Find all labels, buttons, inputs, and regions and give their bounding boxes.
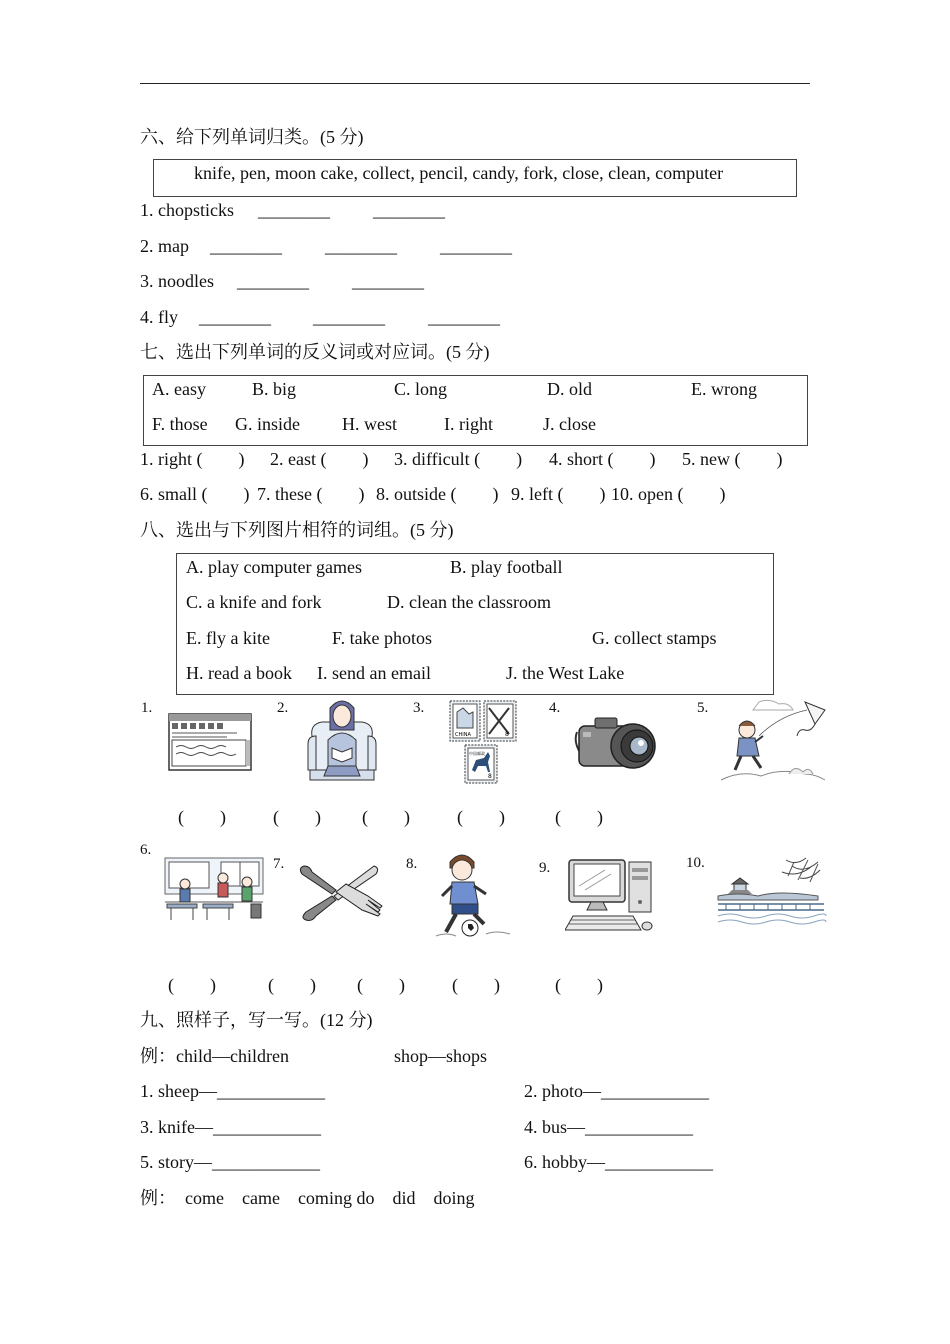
option: G. inside bbox=[235, 414, 300, 434]
question[interactable]: 2. east ( ) bbox=[270, 449, 369, 469]
option: B. play football bbox=[450, 557, 563, 577]
option: I. right bbox=[444, 414, 493, 434]
picture-number: 1. bbox=[141, 700, 153, 716]
option: A. easy bbox=[152, 379, 206, 399]
option: H. read a book bbox=[186, 663, 292, 683]
option: D. clean the classroom bbox=[387, 592, 551, 612]
option: E. wrong bbox=[691, 379, 757, 399]
answer-blank[interactable]: ________ bbox=[199, 307, 271, 327]
plural-item[interactable]: 5. story—____________ bbox=[140, 1152, 320, 1172]
answer-parentheses[interactable]: ( ) bbox=[178, 807, 226, 827]
picture-number: 7. bbox=[273, 856, 285, 872]
option: D. old bbox=[547, 379, 592, 399]
kite-boy-picture bbox=[719, 696, 831, 786]
picture-number: 3. bbox=[413, 700, 425, 716]
stamps-picture bbox=[447, 698, 519, 786]
answer-blank[interactable]: ________ bbox=[237, 271, 309, 291]
option: J. close bbox=[543, 414, 596, 434]
plural-item[interactable]: 2. photo—____________ bbox=[524, 1081, 710, 1101]
plural-item[interactable]: 1. sheep—____________ bbox=[140, 1081, 325, 1101]
answer-parentheses[interactable]: ( ) bbox=[268, 975, 316, 995]
option: C. long bbox=[394, 379, 448, 399]
header-rule bbox=[140, 83, 810, 84]
option: E. fly a kite bbox=[186, 628, 270, 648]
email-window-picture bbox=[167, 712, 253, 772]
football-boy-picture bbox=[430, 848, 516, 940]
s6-row-1-label: 1. chopsticks bbox=[140, 200, 234, 220]
example-1a: 例：child—children bbox=[140, 1046, 289, 1066]
question[interactable]: 7. these ( ) bbox=[257, 484, 365, 504]
section-6-heading: 六、给下列单词归类。(5 分) bbox=[140, 127, 364, 147]
options-box-7 bbox=[143, 375, 808, 446]
question[interactable]: 3. difficult ( ) bbox=[394, 449, 523, 469]
question[interactable]: 10. open ( ) bbox=[611, 484, 726, 504]
plural-item[interactable]: 6. hobby—____________ bbox=[524, 1152, 713, 1172]
section-8-heading: 八、选出与下列图片相符的词组。(5 分) bbox=[140, 520, 454, 540]
picture-number: 5. bbox=[697, 700, 709, 716]
word-bank-text: knife, pen, moon cake, collect, pencil, candy, fork, close, clean, computer bbox=[194, 163, 724, 183]
answer-blank[interactable]: ________ bbox=[258, 200, 330, 220]
west-lake-picture bbox=[716, 856, 828, 936]
option: F. take photos bbox=[332, 628, 433, 648]
answer-blank[interactable]: ________ bbox=[373, 200, 445, 220]
answer-blank[interactable]: ________ bbox=[440, 236, 512, 256]
option: J. the West Lake bbox=[506, 663, 625, 683]
option: A. play computer games bbox=[186, 557, 362, 577]
option: G. collect stamps bbox=[592, 628, 717, 648]
answer-parentheses[interactable]: ( ) bbox=[555, 975, 603, 995]
answer-parentheses[interactable]: ( ) bbox=[362, 807, 410, 827]
picture-number: 10. bbox=[686, 855, 705, 871]
question[interactable]: 9. left ( ) bbox=[511, 484, 606, 504]
example-1b: shop—shops bbox=[394, 1046, 488, 1066]
section-7-heading: 七、选出下列单词的反义词或对应词。(5 分) bbox=[140, 342, 490, 362]
answer-blank[interactable]: ________ bbox=[325, 236, 397, 256]
option: I. send an email bbox=[317, 663, 431, 683]
plural-item[interactable]: 4. bus—____________ bbox=[524, 1117, 694, 1137]
stamp-text: 中国邮政 bbox=[469, 751, 485, 756]
question[interactable]: 5. new ( ) bbox=[682, 449, 783, 469]
plural-item[interactable]: 3. knife—____________ bbox=[140, 1117, 321, 1137]
answer-parentheses[interactable]: ( ) bbox=[457, 807, 505, 827]
picture-number: 4. bbox=[549, 700, 561, 716]
classroom-picture bbox=[163, 854, 265, 924]
answer-parentheses[interactable]: ( ) bbox=[168, 975, 216, 995]
section-9-heading: 九、照样子，写一写。(12 分) bbox=[140, 1010, 373, 1030]
stamp-text: 8 bbox=[505, 731, 509, 738]
picture-number: 2. bbox=[277, 700, 289, 716]
knife-fork-picture bbox=[296, 862, 384, 924]
word-bank-box bbox=[153, 159, 797, 197]
s6-row-3-label: 3. noodles bbox=[140, 271, 214, 291]
stamp-text: 8 bbox=[488, 773, 492, 780]
answer-parentheses[interactable]: ( ) bbox=[357, 975, 405, 995]
question[interactable]: 8. outside ( ) bbox=[376, 484, 499, 504]
option: F. those bbox=[152, 414, 208, 434]
picture-number: 9. bbox=[539, 860, 551, 876]
option: B. big bbox=[252, 379, 297, 399]
question[interactable]: 6. small ( ) bbox=[140, 484, 250, 504]
question[interactable]: 1. right ( ) bbox=[140, 449, 245, 469]
option: H. west bbox=[342, 414, 397, 434]
option: C. a knife and fork bbox=[186, 592, 322, 612]
picture-number: 6. bbox=[140, 842, 152, 858]
answer-blank[interactable]: ________ bbox=[210, 236, 282, 256]
options-box-8 bbox=[176, 553, 774, 695]
answer-blank[interactable]: ________ bbox=[313, 307, 385, 327]
picture-number: 8. bbox=[406, 856, 418, 872]
answer-parentheses[interactable]: ( ) bbox=[555, 807, 603, 827]
camera-picture bbox=[573, 712, 673, 772]
question[interactable]: 4. short ( ) bbox=[549, 449, 656, 469]
answer-parentheses[interactable]: ( ) bbox=[452, 975, 500, 995]
answer-blank[interactable]: ________ bbox=[352, 271, 424, 291]
answer-parentheses[interactable]: ( ) bbox=[273, 807, 321, 827]
s6-row-2-label: 2. map bbox=[140, 236, 189, 256]
answer-blank[interactable]: ________ bbox=[428, 307, 500, 327]
example-2: 例： come came coming do did doing bbox=[140, 1188, 475, 1208]
stamp-text: CHINA bbox=[455, 732, 471, 738]
girl-reading-picture bbox=[302, 696, 382, 784]
s6-row-4-label: 4. fly bbox=[140, 307, 178, 327]
computer-picture bbox=[565, 856, 657, 936]
